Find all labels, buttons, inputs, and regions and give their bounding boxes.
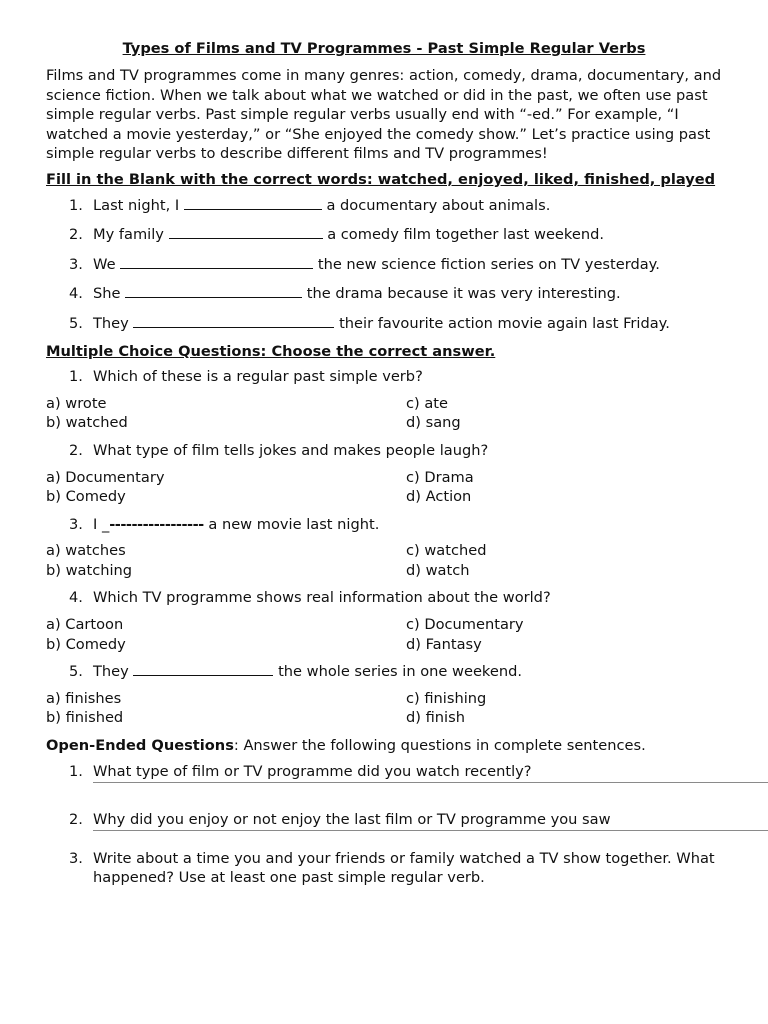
question-number: 4. bbox=[69, 589, 83, 607]
option-b[interactable]: b) finished bbox=[46, 709, 124, 727]
answer-blank[interactable] bbox=[125, 284, 302, 298]
option-c[interactable]: c) Drama bbox=[406, 468, 474, 486]
question-number: 3. bbox=[69, 849, 83, 867]
open-ended-heading bbox=[46, 736, 722, 756]
sentence-end: a documentary about animals. bbox=[326, 196, 551, 214]
sentence-start: We bbox=[93, 255, 116, 273]
item-number: 1. bbox=[69, 196, 83, 214]
answer-blank[interactable] bbox=[133, 314, 334, 328]
option-a[interactable]: a) Cartoon bbox=[46, 616, 124, 634]
option-d[interactable]: d) Action bbox=[406, 488, 472, 506]
mc-question bbox=[46, 588, 722, 608]
question-number: 2. bbox=[69, 810, 83, 828]
question-number: 2. bbox=[69, 441, 83, 459]
fill-in-item bbox=[46, 196, 722, 216]
option-b[interactable]: b) Comedy bbox=[46, 635, 126, 653]
open-ended-heading-bold: Open-Ended Questions bbox=[46, 737, 234, 755]
fill-in-heading: Fill in the Blank with the correct words: watched, enjoyed, liked, finished, played bbox=[46, 170, 716, 188]
question-text: What type of film tells jokes and makes people laugh? bbox=[93, 441, 489, 459]
open-ended-heading-rest: : Answer the following questions in complete sentences. bbox=[233, 737, 646, 755]
item-number: 3. bbox=[69, 255, 83, 273]
answer-blank[interactable] bbox=[184, 196, 322, 210]
question-number: 3. bbox=[69, 515, 83, 533]
question-number: 1. bbox=[69, 762, 83, 780]
option-c[interactable]: c) Documentary bbox=[406, 616, 524, 634]
answer-line[interactable] bbox=[93, 782, 768, 783]
answer-blank[interactable] bbox=[133, 662, 273, 676]
option-a[interactable]: a) wrote bbox=[46, 394, 107, 412]
mc-options bbox=[46, 689, 722, 728]
answer-blank[interactable] bbox=[120, 255, 313, 269]
item-number: 5. bbox=[69, 314, 83, 332]
option-a[interactable]: a) finishes bbox=[46, 689, 122, 707]
option-d[interactable]: d) sang bbox=[406, 414, 461, 432]
mc-options bbox=[46, 468, 722, 507]
mc-question bbox=[46, 441, 722, 461]
mc-question bbox=[46, 367, 722, 387]
question-text: Write about a time you and your friends or family watched a TV show together. What happened? Use at least one past simple regular verb. bbox=[93, 849, 715, 887]
item-number: 2. bbox=[69, 226, 83, 244]
mc-options bbox=[46, 394, 722, 433]
fill-in-list bbox=[46, 196, 722, 334]
option-b[interactable]: b) watched bbox=[46, 414, 128, 432]
mc-question bbox=[46, 662, 722, 682]
question-number: 1. bbox=[69, 368, 83, 386]
option-d[interactable]: d) finish bbox=[406, 709, 465, 727]
sentence-end: their favourite action movie again last Friday. bbox=[339, 314, 670, 332]
question-text: What type of film or TV programme did you watch recently? bbox=[93, 762, 532, 780]
question-text-end: a new movie last night. bbox=[203, 515, 380, 533]
multiple-choice-heading: Multiple Choice Questions: Choose the correct answer. bbox=[46, 342, 496, 360]
fill-in-item bbox=[46, 314, 722, 334]
question-text: Which TV programme shows real information about the world? bbox=[93, 589, 551, 607]
option-d[interactable]: d) watch bbox=[406, 561, 470, 579]
worksheet bbox=[46, 40, 722, 888]
question-text-start: I _ bbox=[93, 515, 110, 533]
sentence-end: the drama because it was very interesting. bbox=[306, 285, 621, 303]
page-title: Types of Films and TV Programmes - Past Simple Regular Verbs bbox=[122, 40, 646, 57]
sentence-start: My family bbox=[93, 226, 164, 244]
sentence-start: They bbox=[93, 314, 129, 332]
option-b[interactable]: b) Comedy bbox=[46, 488, 126, 506]
option-c[interactable]: c) ate bbox=[406, 394, 448, 412]
open-question bbox=[46, 849, 722, 888]
option-a[interactable]: a) watches bbox=[46, 542, 126, 560]
question-text-end: the whole series in one weekend. bbox=[278, 663, 522, 681]
fill-in-item bbox=[46, 255, 722, 275]
sentence-end: a comedy film together last weekend. bbox=[327, 226, 604, 244]
question-text: Which of these is a regular past simple verb? bbox=[93, 368, 423, 386]
sentence-start: Last night, I bbox=[93, 196, 180, 214]
open-question bbox=[46, 762, 722, 810]
intro-paragraph: Films and TV programmes come in many genres: action, comedy, drama, documentary, and science fiction. When we talk about what we watched or did in the past, we often use past simple regular verbs. Past simple regular verbs usually end with “-ed.” For example, “I watched a movie yesterday,” or “She enjoyed the comedy show.” Let’s practice using past simple regular verbs to describe different films and TV programmes! bbox=[46, 67, 722, 163]
sentence-end: the new science fiction series on TV yesterday. bbox=[317, 255, 660, 273]
fill-in-item bbox=[46, 284, 722, 304]
question-text: Why did you enjoy or not enjoy the last film or TV programme you saw bbox=[93, 810, 611, 828]
open-question bbox=[46, 810, 722, 849]
answer-blank[interactable] bbox=[169, 225, 323, 239]
answer-blank-dashes[interactable]: ----------------- bbox=[109, 515, 204, 533]
option-c[interactable]: c) watched bbox=[406, 542, 487, 560]
option-c[interactable]: c) finishing bbox=[406, 689, 487, 707]
item-number: 4. bbox=[69, 285, 83, 303]
answer-line[interactable] bbox=[93, 830, 768, 831]
option-a[interactable]: a) Documentary bbox=[46, 468, 165, 486]
question-text-start: They bbox=[93, 663, 129, 681]
option-b[interactable]: b) watching bbox=[46, 561, 133, 579]
mc-question bbox=[46, 515, 722, 535]
mc-options bbox=[46, 615, 722, 654]
sentence-start: She bbox=[93, 285, 121, 303]
question-number: 5. bbox=[69, 663, 83, 681]
mc-options bbox=[46, 541, 722, 580]
fill-in-item bbox=[46, 225, 722, 245]
option-d[interactable]: d) Fantasy bbox=[406, 635, 482, 653]
